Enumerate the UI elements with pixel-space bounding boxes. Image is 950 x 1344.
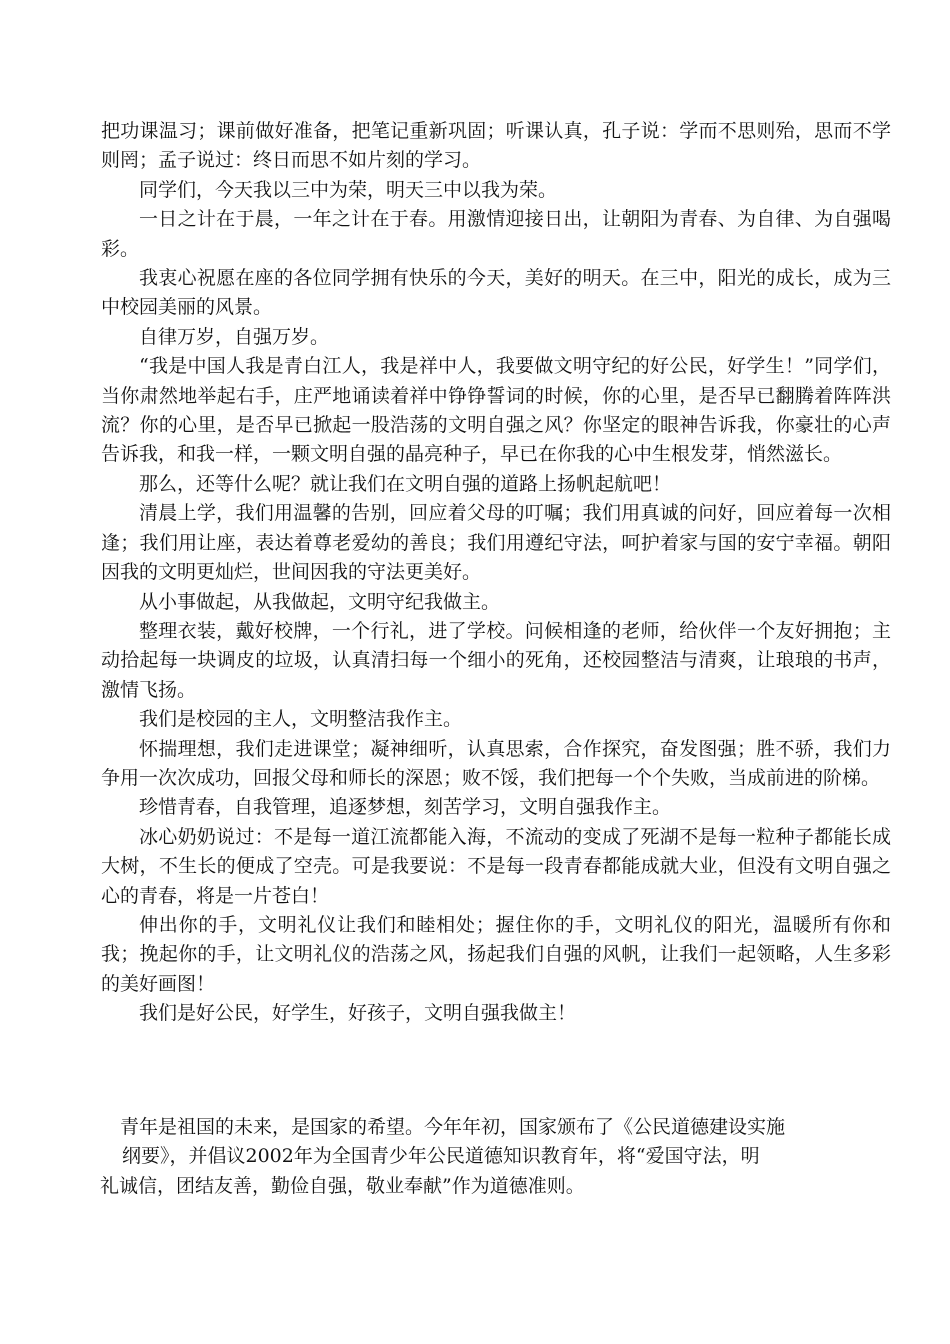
paragraph-2: 同学们，今天我以三中为荣，明天三中以我为荣。 — [139, 178, 558, 201]
paragraph-4: 我衷心祝愿在座的各位同学拥有快乐的今天，美好的明天。在三中，阳光的成长，成为三中校园美丽的风景。 — [101, 267, 891, 319]
paragraph-16: 我们是好公民，好学生，好孩子，文明自强我做主！ — [139, 1002, 577, 1025]
paragraph-13: 珍惜青春，自我管理，追逐梦想，刻苦学习，文明自强我作主。 — [139, 796, 672, 819]
paragraph-15: 伸出你的手，文明礼仪让我们和睦相处；握住你的手，文明礼仪的阳光，温暖所有你和我；挽起你的手，让文明礼仪的浩荡之风，扬起我们自强的风帆，让我们一起领略，人生多彩的美好画图！ — [101, 913, 891, 995]
paragraph-10: 整理衣装，戴好校牌，一个行礼，进了学校。问候相逢的老师，给伙伴一个友好拥抱；主动拾起每一块调皮的垃圾，认真清扫每一个细小的死角，还校园整洁与清爽，让琅琅的书声，激情飞扬。 — [101, 619, 891, 701]
closing-paragraph — [98, 1113, 858, 1201]
paragraph-14: 冰心奶奶说过：不是每一道江流都能入海，不流动的变成了死湖不是每一粒种子都能长成大树，不生长的便成了空壳。可是我要说：不是每一段青春都能成就大业，但没有文明自强之心的青春，将是一片苍白！ — [101, 825, 891, 907]
paragraph-5: 自律万岁，自强万岁。 — [139, 325, 330, 348]
paragraph-8: 清晨上学，我们用温馨的告别，回应着父母的叮嘱；我们用真诚的问好，回应着每一次相逢；我们用让座，表达着尊老爱幼的善良；我们用遵纪守法，呵护着家与国的安宁幸福。朝阳因我的文明更灿烂，世间因我的守法更美好。 — [101, 502, 891, 584]
closing-line-3: 礼诚信，团结友善，勤俭自强，敬业奉献”作为道德准则。 — [100, 1174, 585, 1197]
body-text — [101, 117, 891, 1029]
paragraph-11: 我们是校园的主人，文明整洁我作主。 — [139, 708, 463, 731]
paragraph-7: 那么，还等什么呢？就让我们在文明自强的道路上扬帆起航吧！ — [139, 472, 672, 495]
paragraph-9: 从小事做起，从我做起，文明守纪我做主。 — [139, 590, 501, 613]
paragraph-6: “我是中国人我是青白江人，我是祥中人，我要做文明守纪的好公民，好学生！”同学们，当你肃然地举起右手，庄严地诵读着祥中铮铮誓词的时候，你的心里，是否早已翻腾着阵阵洪流？你的心里，是否早已掀起一股浩荡的文明自强之风？你坚定的眼神告诉我，你豪壮的心声告诉我，和我一样，一颗文明自强的晶亮种子，早已在你我的心中生根发芽，悄然滋长。 — [101, 355, 891, 466]
closing-line-1: 青年是祖国的未来，是国家的希望。今年年初，国家颁布了《公民道德建设实施 — [120, 1116, 786, 1138]
paragraph-12: 怀揣理想，我们走进课堂；凝神细听，认真思索，合作探究，奋发图强；胜不骄，我们力争用一次次成功，回报父母和师长的深恩；败不馁，我们把每一个个失败，当成前进的阶梯。 — [101, 737, 891, 789]
paragraph-1: 把功课温习；课前做好准备，把笔记重新巩固；听课认真，孔子说：学而不思则殆，思而不学则罔；孟子说过：终日而思不如片刻的学习。 — [101, 120, 891, 172]
paragraph-3: 一日之计在于晨，一年之计在于春。用激情迎接日出，让朝阳为青春、为自律、为自强喝彩。 — [101, 208, 891, 260]
closing-line-2: 纲要》，并倡议2002年为全国青少年公民道德知识教育年，将“爱国守法，明 — [122, 1145, 760, 1168]
